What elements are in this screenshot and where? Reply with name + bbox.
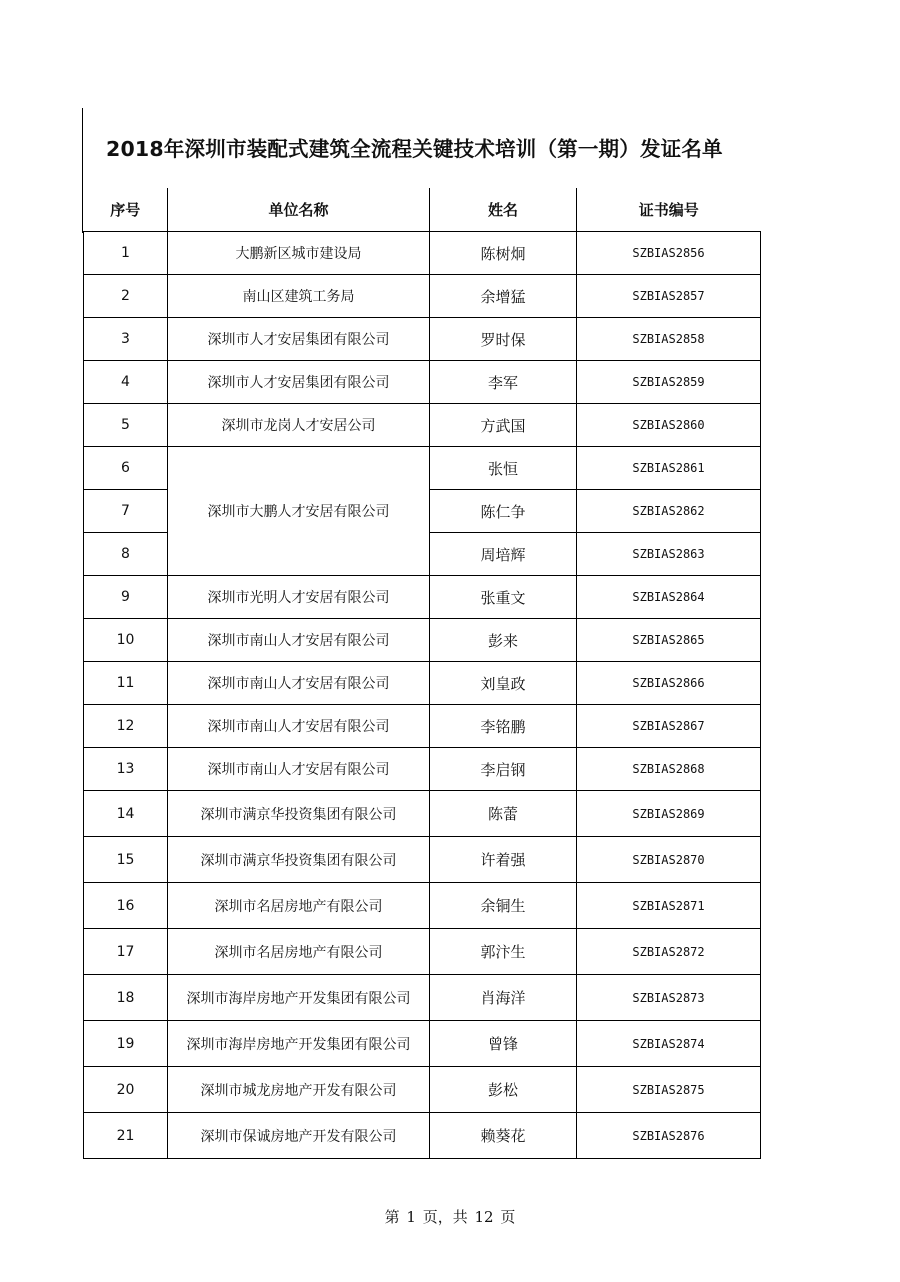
row-name: 李军 [430, 361, 577, 404]
row-name: 陈仁争 [430, 490, 577, 533]
row-index: 21 [84, 1113, 168, 1159]
row-cert: SZBIAS2874 [577, 1021, 761, 1067]
table-header-row [84, 188, 761, 232]
table-row [84, 1021, 761, 1067]
row-index: 3 [84, 318, 168, 361]
row-index: 10 [84, 619, 168, 662]
page-footer: 第 1 页，共 12 页 [384, 1208, 516, 1226]
row-index: 17 [84, 929, 168, 975]
row-index: 6 [84, 447, 168, 490]
table-row [84, 975, 761, 1021]
row-name: 肖海洋 [430, 975, 577, 1021]
row-unit: 深圳市南山人才安居有限公司 [168, 619, 430, 662]
row-name: 刘皇政 [430, 662, 577, 705]
row-unit: 深圳市城龙房地产开发有限公司 [168, 1067, 430, 1113]
row-unit: 深圳市保诚房地产开发有限公司 [168, 1113, 430, 1159]
row-cert: SZBIAS2861 [577, 447, 761, 490]
table-row [84, 662, 761, 705]
table-row [84, 275, 761, 318]
row-cert: SZBIAS2860 [577, 404, 761, 447]
table-row [84, 883, 761, 929]
document-title: 2018年深圳市装配式建筑全流程关键技术培训（第一期）发证名单 [106, 137, 723, 161]
row-index: 5 [84, 404, 168, 447]
row-cert: SZBIAS2856 [577, 232, 761, 275]
row-unit: 深圳市名居房地产有限公司 [168, 929, 430, 975]
row-cert: SZBIAS2870 [577, 837, 761, 883]
row-cert: SZBIAS2865 [577, 619, 761, 662]
row-cert: SZBIAS2866 [577, 662, 761, 705]
row-name: 张恒 [430, 447, 577, 490]
row-index: 11 [84, 662, 168, 705]
row-cert: SZBIAS2875 [577, 1067, 761, 1113]
table-row [84, 837, 761, 883]
row-unit: 深圳市人才安居集团有限公司 [168, 318, 430, 361]
row-cert: SZBIAS2858 [577, 318, 761, 361]
row-name: 余铜生 [430, 883, 577, 929]
row-index: 8 [84, 533, 168, 576]
row-cert: SZBIAS2868 [577, 748, 761, 791]
row-cert: SZBIAS2857 [577, 275, 761, 318]
row-cert: SZBIAS2869 [577, 791, 761, 837]
table-row [84, 447, 761, 490]
row-index: 20 [84, 1067, 168, 1113]
row-name: 余增猛 [430, 275, 577, 318]
row-name: 赖葵花 [430, 1113, 577, 1159]
row-unit: 大鹏新区城市建设局 [168, 232, 430, 275]
row-unit-merged: 深圳市大鹏人才安居有限公司 [168, 447, 430, 576]
row-unit: 深圳市海岸房地产开发集团有限公司 [168, 975, 430, 1021]
table-row [84, 619, 761, 662]
header-unit: 单位名称 [168, 188, 430, 232]
row-cert: SZBIAS2876 [577, 1113, 761, 1159]
row-index: 19 [84, 1021, 168, 1067]
row-name: 许着强 [430, 837, 577, 883]
row-name: 陈蕾 [430, 791, 577, 837]
row-unit: 深圳市南山人才安居有限公司 [168, 705, 430, 748]
row-unit: 深圳市人才安居集团有限公司 [168, 361, 430, 404]
row-index: 4 [84, 361, 168, 404]
table-row [84, 318, 761, 361]
table-row [84, 929, 761, 975]
table-row [84, 232, 761, 275]
row-unit: 深圳市龙岗人才安居公司 [168, 404, 430, 447]
row-cert: SZBIAS2872 [577, 929, 761, 975]
row-unit: 深圳市满京华投资集团有限公司 [168, 791, 430, 837]
table-row [84, 576, 761, 619]
row-name: 李启钢 [430, 748, 577, 791]
row-index: 12 [84, 705, 168, 748]
row-index: 2 [84, 275, 168, 318]
row-name: 陈树炯 [430, 232, 577, 275]
table-row [84, 1113, 761, 1159]
row-cert: SZBIAS2862 [577, 490, 761, 533]
row-name: 彭松 [430, 1067, 577, 1113]
row-index: 7 [84, 490, 168, 533]
row-name: 郭汴生 [430, 929, 577, 975]
row-cert: SZBIAS2859 [577, 361, 761, 404]
row-index: 18 [84, 975, 168, 1021]
row-unit: 南山区建筑工务局 [168, 275, 430, 318]
table-row [84, 748, 761, 791]
row-unit: 深圳市名居房地产有限公司 [168, 883, 430, 929]
row-index: 15 [84, 837, 168, 883]
row-name: 张重文 [430, 576, 577, 619]
table-row [84, 361, 761, 404]
row-index: 13 [84, 748, 168, 791]
row-cert: SZBIAS2867 [577, 705, 761, 748]
table-row [84, 404, 761, 447]
table-row [84, 1067, 761, 1113]
header-name: 姓名 [430, 188, 577, 232]
row-index: 14 [84, 791, 168, 837]
row-index: 9 [84, 576, 168, 619]
row-cert: SZBIAS2873 [577, 975, 761, 1021]
table-row [84, 705, 761, 748]
row-cert: SZBIAS2871 [577, 883, 761, 929]
row-index: 16 [84, 883, 168, 929]
row-name: 曾锋 [430, 1021, 577, 1067]
row-cert: SZBIAS2864 [577, 576, 761, 619]
header-index: 序号 [84, 188, 168, 232]
row-unit: 深圳市南山人才安居有限公司 [168, 662, 430, 705]
row-index: 1 [84, 232, 168, 275]
row-name: 周培辉 [430, 533, 577, 576]
row-cert: SZBIAS2863 [577, 533, 761, 576]
row-unit: 深圳市海岸房地产开发集团有限公司 [168, 1021, 430, 1067]
table-row [84, 791, 761, 837]
certificate-roster-table [83, 188, 761, 1159]
row-name: 方武国 [430, 404, 577, 447]
row-name: 李铭鹏 [430, 705, 577, 748]
header-cert: 证书编号 [577, 188, 761, 232]
row-unit: 深圳市光明人才安居有限公司 [168, 576, 430, 619]
row-name: 彭来 [430, 619, 577, 662]
row-unit: 深圳市南山人才安居有限公司 [168, 748, 430, 791]
row-unit: 深圳市满京华投资集团有限公司 [168, 837, 430, 883]
row-name: 罗时保 [430, 318, 577, 361]
